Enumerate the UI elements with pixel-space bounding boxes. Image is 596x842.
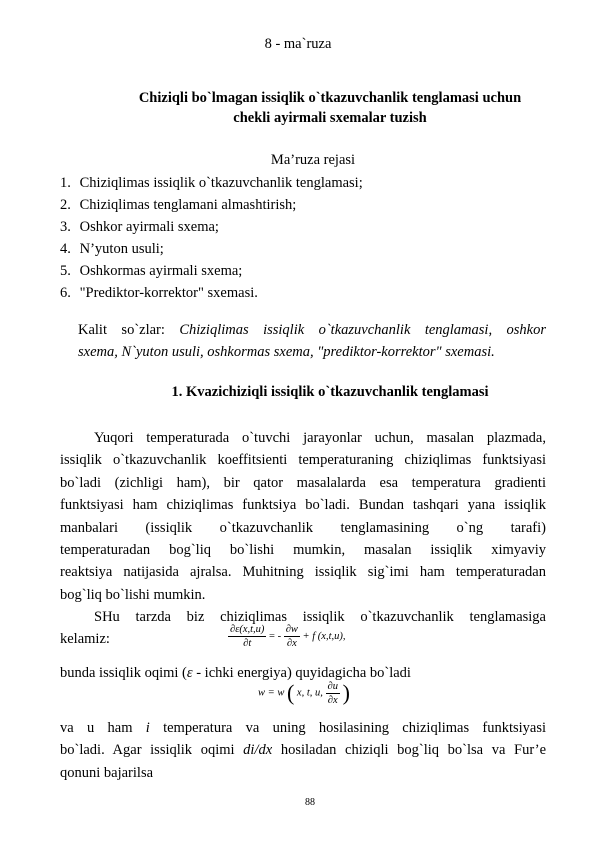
- paragraph-line: [60, 739, 546, 761]
- paragraph-line: qonuni bajarilsa: [60, 764, 154, 781]
- heat-equation-formula: [228, 624, 345, 649]
- left-paren: (: [286, 680, 295, 705]
- italic-symbol: di/dx: [243, 742, 273, 759]
- numerator: ∂w: [285, 624, 298, 635]
- flux-formula: [258, 680, 350, 706]
- plan-list: [60, 172, 363, 304]
- epsilon-symbol: ε: [186, 665, 193, 681]
- paragraph-line: funktsiyasi ham chiziqlimas funktsiya bo`ladi. Bundan tashqari yana issiqlik: [60, 497, 546, 514]
- source-term: + f (x,t,u),: [302, 630, 346, 642]
- paragraph-line: bo`ladi (zichligi ham), bir qator masalalarda esa temperatura gradienti: [60, 474, 546, 491]
- denominator: ∂x: [327, 694, 338, 706]
- text-part: bo`ladi. Agar issiqlik oqimi: [60, 742, 235, 759]
- paragraph-line: temperaturadan bog`liq bo`lishi mumkin, masalan issiqlik ximyaviy: [60, 541, 546, 558]
- text-part: bunda issiqlik oqimi (: [60, 665, 187, 681]
- section-title: 1. Kvazichiziqli issiqlik o`tkazuvchanlik tenglamasi: [171, 384, 489, 400]
- paragraph-1: [60, 427, 546, 606]
- paragraph-line: SHu tarzda biz chiziqlimas issiqlik o`tkazuvchanlik tenglamasiga: [94, 609, 546, 625]
- lecture-number: 8 - ma`ruza: [264, 36, 332, 52]
- plan-item-number: 5.: [60, 263, 71, 279]
- text-part: temperatura va uning hosilasining chiziqlimas funktsiyasi: [163, 720, 547, 736]
- plan-item-text: N’yuton usuli;: [79, 241, 164, 257]
- plan-item-text: Oshkormas ayirmali sxema;: [79, 263, 243, 279]
- plan-item-text: Chiziqlimas tenglamani almashtirish;: [79, 197, 297, 213]
- flux-args: x, t, u,: [296, 687, 323, 699]
- paragraph-line: bog`liq bo`lishi mumkin.: [60, 586, 206, 603]
- paragraph-line: reaktsiya natijasida ajralsa. Muhitning issiqlik sig`imi ham temperaturadan: [60, 564, 546, 581]
- text-part: va u ham: [60, 720, 133, 736]
- keywords-label: Kalit so`zlar:: [78, 322, 165, 338]
- keywords-line-2: sxema, N`yuton usuli, oshkormas sxema, "prediktor-korrektor" sxemasi.: [78, 344, 495, 361]
- lecture-title-line-1: Chiziqli bo`lmagan issiqlik o`tkazuvchanlik tenglamasi uchun: [138, 90, 522, 106]
- plan-item: [60, 194, 363, 216]
- plan-item: [60, 260, 363, 282]
- fraction: [228, 624, 266, 649]
- paragraph-line: manbalari (issiqlik o`tkazuvchanlik tenglamasining o`ng tarafi): [60, 519, 546, 536]
- text-part: - ichki energiya) quyidagicha bo`ladi: [192, 665, 411, 681]
- fraction: [284, 624, 300, 649]
- plan-item-number: 2.: [60, 197, 71, 213]
- plan-item: [60, 216, 363, 238]
- plan-item-number: 4.: [60, 241, 71, 257]
- paragraph-line: issiqlik o`tkazuvchanlik koeffitsienti temperaturaning chiziqlimas funktsiyasi: [60, 452, 546, 469]
- plan-item-number: 6.: [60, 285, 71, 301]
- fraction: [326, 681, 340, 706]
- plan-item-text: Oshkor ayirmali sxema;: [79, 219, 219, 235]
- plan-item-number: 1.: [60, 175, 71, 191]
- lecture-title-line-2: chekli ayirmali sxemalar tuzish: [233, 110, 427, 126]
- paragraph-3: [60, 717, 546, 784]
- paragraph-line: [60, 717, 546, 739]
- plan-item: [60, 172, 363, 194]
- right-paren: ): [342, 680, 350, 705]
- equals-sign: = -: [269, 630, 282, 642]
- italic-symbol: i: [145, 720, 150, 736]
- keywords-text: Chiziqlimas issiqlik o`tkazuvchanlik tenglamasi, oshkor: [179, 322, 546, 338]
- plan-item-number: 3.: [60, 219, 71, 235]
- paragraph-line: kelamiz:: [60, 631, 110, 648]
- paragraph-line: Yuqori temperaturada o`tuvchi jarayonlar uchun, masalan plazmada,: [94, 430, 546, 446]
- keywords: [78, 319, 546, 364]
- flux-lhs: w = w: [258, 687, 285, 699]
- page-number: 88: [305, 797, 315, 808]
- plan-item-text: Chiziqlimas issiqlik o`tkazuvchanlik tenglamasi;: [79, 175, 363, 191]
- plan-item: [60, 282, 363, 304]
- plan-item-text: "Prediktor-korrektor" sxemasi.: [79, 285, 258, 301]
- keywords-line-1: [78, 319, 546, 341]
- denominator: ∂t: [243, 638, 252, 649]
- plan-item: [60, 238, 363, 260]
- denominator: ∂x: [286, 638, 297, 649]
- plan-title: Ma’ruza rejasi: [270, 152, 356, 168]
- text-part: hosiladan chiziqli bog`liq bo`lsa va Fur’e: [280, 742, 547, 759]
- numerator: ∂ε(x,t,u): [230, 624, 265, 635]
- numerator: ∂u: [327, 680, 338, 692]
